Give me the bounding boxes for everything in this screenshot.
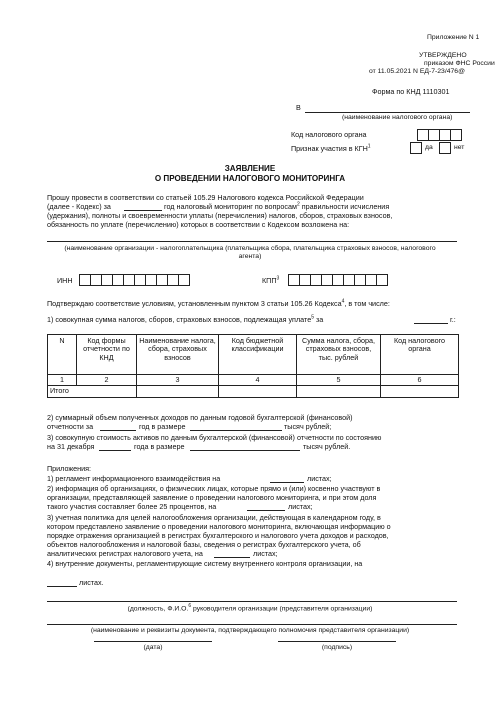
recipient-prefix: В	[296, 103, 301, 112]
attachment-3-line-4: объектов налогообложения и налоговой базы, сведения о регистрах бухгалтерского учета, об	[47, 540, 361, 549]
authority-document-caption: (наименование и реквизиты документа, подтверждающего полномочия представителя организации)	[90, 627, 410, 634]
table-cell[interactable]	[219, 386, 297, 398]
table-numbering-row	[48, 375, 459, 386]
table-cell[interactable]	[297, 386, 381, 398]
attachment-2-line-1: 2) информация об организациях, о физических лицах, которые прямо и (или) косвенно участвуют в	[47, 484, 381, 493]
assets-amount-input[interactable]	[190, 450, 300, 451]
order-date-label: от 11.05.2021 N ЕД-7-23/476@	[369, 68, 465, 75]
authority-document-input[interactable]	[47, 624, 457, 625]
table-cell[interactable]	[381, 386, 459, 398]
header-cell-number: N	[48, 335, 77, 375]
column-number: 3	[137, 375, 219, 386]
attachment-4-pages-input[interactable]	[47, 586, 77, 587]
attachments-heading: Приложения:	[47, 464, 92, 473]
intro-line-2b: год налоговый мониторинг по вопросам$^2$ правильности исчисления	[164, 201, 390, 211]
kpp-cells[interactable]	[288, 274, 388, 286]
column-number: 5	[297, 375, 381, 386]
header-cell-tax-name: Наименование налога, сбора, страховых взносов	[137, 335, 219, 375]
table-header-row	[48, 335, 459, 375]
condition-item-3-size: года в размере	[134, 442, 185, 451]
attachment-3-pages-input[interactable]	[214, 557, 250, 558]
tax-sum-year-input[interactable]	[414, 323, 448, 324]
total-label: Итого	[48, 386, 137, 398]
income-year-input[interactable]	[100, 430, 136, 431]
attachment-3-line-3: порядке отражения организацией в регистрах бухгалтерского и налогового учета доходов и расходов,	[47, 531, 389, 540]
confirm-conditions: Подтверждаю соответствие условиям, установленным пунктом 3 статьи 105.26 Кодекса$^4$, в том числе:	[47, 298, 390, 308]
condition-item-3-date: на 31 декабря	[47, 442, 95, 451]
tax-table	[47, 334, 459, 398]
condition-item-2-period: отчетности за	[47, 422, 94, 431]
intro-line-4: обязанность по уплате (перечислению) которых в соответствии с Кодексом возложена на:	[47, 220, 350, 229]
position-name-input[interactable]	[47, 601, 457, 602]
condition-item-2: 2) суммарный объем полученных доходов по данным годовой бухгалтерской (финансовой)	[47, 413, 353, 422]
income-amount-input[interactable]	[190, 430, 282, 431]
tax-code-cells[interactable]	[417, 129, 462, 141]
document-title: ЗАЯВЛЕНИЕ	[224, 164, 276, 173]
date-input[interactable]	[94, 641, 212, 642]
attachment-1-suffix: листах;	[307, 474, 332, 483]
condition-item-3-unit: тысяч рублей.	[303, 442, 351, 451]
date-caption: (дата)	[143, 644, 163, 651]
order-label: приказом ФНС России	[424, 60, 495, 67]
kpp-label: КПП$^3$	[262, 275, 280, 285]
attachment-3-line-2: котором представлено заявление о проведении налогового мониторинга, включающая информацию о	[47, 522, 391, 531]
position-caption: (должность, Ф.И.О.$^6$ руководителя организации (представителя организации)	[127, 603, 373, 613]
attachment-3-suffix: листах;	[253, 549, 278, 558]
kgn-yes-checkbox[interactable]	[410, 142, 422, 154]
kgn-no-label: нет	[454, 144, 465, 151]
inn-cells[interactable]	[79, 274, 190, 286]
organization-name-input[interactable]	[47, 241, 457, 242]
organization-caption-1: (наименование организации - налогоплательщика (плательщика сбора, плательщика страховых взносов, налогового	[64, 245, 436, 252]
attachment-4-line-1: 4) внутренние документы, регламентирующие систему внутреннего контроля организации, на	[47, 559, 363, 568]
appendix-label: Приложение N 1	[427, 34, 480, 41]
intro-line-2a: (далее - Кодекс) за	[47, 202, 111, 211]
tax-code-label: Код налогового органа	[291, 130, 367, 139]
signature-input[interactable]	[278, 641, 396, 642]
attachment-1-pages-input[interactable]	[270, 482, 304, 483]
document-subtitle: О ПРОВЕДЕНИИ НАЛОГОВОГО МОНИТОРИНГА	[154, 174, 346, 183]
approved-label: УТВЕРЖДЕНО	[419, 52, 467, 59]
intro-line-1: Прошу провести в соответствии со статьей 105.29 Налогового кодекса Российской Федерации	[47, 193, 364, 202]
condition-item-1-suffix: г.:	[450, 315, 456, 324]
assets-year-input[interactable]	[99, 450, 131, 451]
tax-authority-input[interactable]	[305, 112, 470, 113]
attachment-2-line-3: такого участия составляет более 25 процентов, на	[47, 502, 217, 511]
column-number: 1	[48, 375, 77, 386]
attachment-3-line-1: 3) учетная политика для целей налогообложения организации, действующая в календарном году, в	[47, 513, 381, 522]
table-total-row	[48, 386, 459, 398]
condition-item-3: 3) совокупную стоимость активов по данным бухгалтерской (финансовой) отчетности по состоянию	[47, 433, 382, 442]
column-number: 6	[381, 375, 459, 386]
attachment-1: 1) регламент информационного взаимодействия на	[47, 474, 221, 483]
header-cell-kbk: Код бюджетной классификации	[219, 335, 297, 375]
attachment-3-line-5: аналитических регистрах налогового учета, на	[47, 549, 203, 558]
inn-label: ИНН	[57, 276, 73, 285]
column-number: 2	[77, 375, 137, 386]
kgn-no-checkbox[interactable]	[439, 142, 451, 154]
attachment-2-pages-input[interactable]	[247, 510, 285, 511]
form-code: Форма по КНД 1110301	[372, 87, 450, 96]
tax-authority-caption: (наименование налогового органа)	[342, 114, 453, 121]
header-cell-sum: Сумма налога, сбора, страховых взносов, тыс. рублей	[297, 335, 381, 375]
signature-caption: (подпись)	[321, 644, 353, 651]
attachment-4-suffix: листах.	[79, 578, 104, 587]
kgn-label: Признак участия в КГН$^1$	[291, 143, 371, 153]
condition-item-1: 1) совокупная сумма налогов, сборов, страховых взносов, подлежащая уплате$^5$ за	[47, 314, 324, 324]
condition-item-2-unit: тысяч рублей;	[284, 422, 332, 431]
column-number: 4	[219, 375, 297, 386]
header-cell-knd: Код формы отчетности по КНД	[77, 335, 137, 375]
attachment-2-suffix: листах;	[288, 502, 313, 511]
organization-caption-2: агента)	[238, 253, 262, 260]
table-cell[interactable]	[137, 386, 219, 398]
kgn-yes-label: да	[425, 144, 433, 151]
condition-item-2-size: год в размере	[139, 422, 186, 431]
header-cell-authority: Код налогового органа	[381, 335, 459, 375]
attachment-2-line-2: организации, представляющей заявление о проведении налогового мониторинга, и при этом доля	[47, 493, 377, 502]
intro-line-3: (удержания), полноты и своевременности уплаты (перечисления) налогов, сборов, страховых взносов,	[47, 211, 393, 220]
